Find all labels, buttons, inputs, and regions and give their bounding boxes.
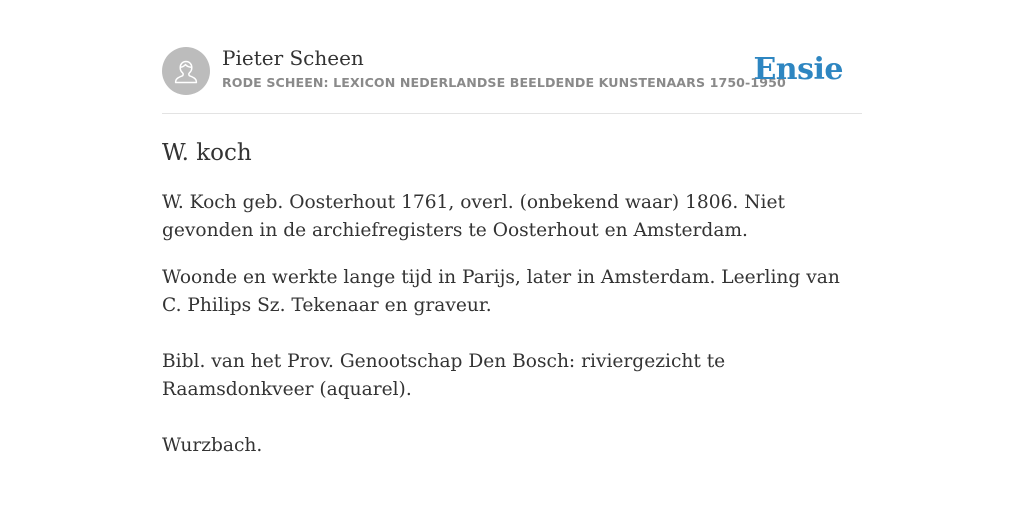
article-body: [162, 189, 862, 479]
article-title: W. koch: [162, 140, 252, 166]
article-paragraph: Bibl. van het Prov. Genootschap Den Bosch: riviergezicht te Raamsdonkveer (aquarel).: [162, 351, 726, 400]
author-avatar[interactable]: [162, 47, 210, 95]
user-silhouette-icon: [162, 47, 210, 95]
article-paragraph: Wurzbach.: [162, 435, 263, 456]
article-paragraph: W. Koch geb. Oosterhout 1761, overl. (onbekend waar) 1806. Niet gevonden in de archiefregisters te Oosterhout en Amsterdam.: [162, 192, 785, 241]
source-title[interactable]: RODE SCHEEN: LEXICON NEDERLANDSE BEELDENDE KUNSTENAARS 1750-1950: [222, 75, 786, 90]
article-paragraph: Woonde en werkte lange tijd in Parijs, later in Amsterdam. Leerling van C. Philips Sz. Tekenaar en graveur.: [162, 267, 840, 316]
author-name[interactable]: Pieter Scheen: [222, 46, 364, 70]
brand-logo[interactable]: Ensie: [753, 52, 843, 87]
article-header: [162, 0, 862, 114]
article-page: [162, 0, 862, 456]
